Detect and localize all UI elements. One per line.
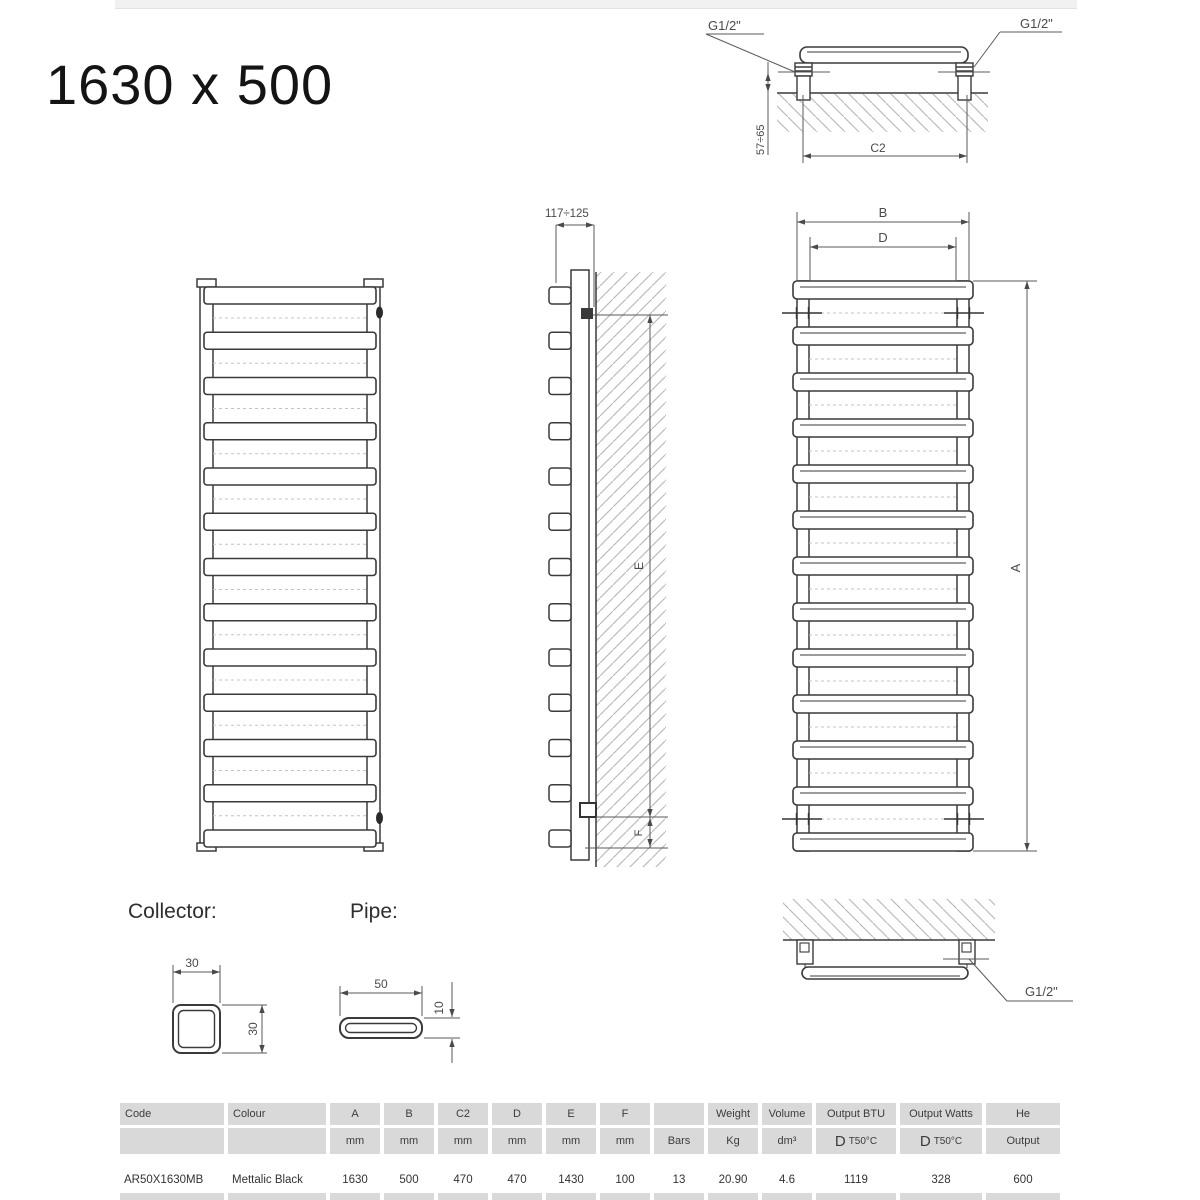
collector-section-label: Collector: — [128, 900, 217, 923]
cell-bars: 13 — [672, 1174, 686, 1186]
col-header-f: F — [600, 1103, 650, 1125]
unit-colour-blank — [228, 1128, 326, 1154]
col-header-e: E — [546, 1103, 596, 1125]
left-conn-leader — [706, 34, 795, 72]
pipe-height-label: 10 — [432, 1001, 446, 1015]
collector-height-label: 30 — [246, 1022, 260, 1036]
unit-c2: mm — [438, 1128, 488, 1154]
cell-he-output: 600 — [1013, 1174, 1033, 1186]
table-header-row-1 — [120, 1103, 1064, 1125]
unit-e: mm — [546, 1128, 596, 1154]
pipe-section-drawing — [330, 960, 480, 1070]
f-dim-label: F — [633, 829, 645, 837]
cell-a: 1630 — [342, 1174, 368, 1186]
air-vent-plug-top — [376, 307, 383, 319]
col-header-output-btu: Output BTU — [816, 1103, 896, 1125]
left-fitting — [797, 940, 813, 964]
wall-hatch — [596, 272, 666, 867]
d-dim-label: D — [878, 230, 888, 245]
radiator-bars — [204, 287, 376, 847]
unit-dm3: dm³ — [762, 1128, 812, 1154]
col-header-c2: C2 — [438, 1103, 488, 1125]
left-fitting — [795, 63, 812, 100]
col-header-b: B — [384, 1103, 434, 1125]
collector-rail-side — [571, 270, 589, 860]
wall-hatch — [783, 899, 995, 940]
col-header-weight: Weight — [708, 1103, 758, 1125]
front-view-plain-drawing — [190, 270, 400, 860]
unit-bars: Bars — [654, 1128, 704, 1154]
conn-right-label: G1/2" — [1020, 16, 1053, 31]
col-header-a: A — [330, 1103, 380, 1125]
c2-dim-label: C2 — [870, 141, 886, 155]
pipe-width-label: 50 — [374, 977, 388, 991]
air-vent-plug-bottom — [376, 812, 383, 824]
table-partial-row — [120, 1193, 1064, 1200]
collector-width-label: 30 — [185, 956, 199, 970]
a-dimension — [973, 281, 1037, 851]
col-header-he: He — [986, 1103, 1060, 1125]
cell-colour: Mettalic Black — [232, 1174, 303, 1186]
cell-output-watts: 328 — [931, 1174, 951, 1186]
col-header-code: Code — [120, 1103, 224, 1125]
unit-code-blank — [120, 1128, 224, 1154]
conn-label: G1/2" — [1025, 984, 1058, 999]
b-dim-label: B — [878, 205, 888, 220]
cell-output-btu: 1119 — [844, 1174, 868, 1186]
bracket-top — [581, 308, 593, 319]
pipe-section-label: Pipe: — [350, 900, 398, 923]
unit-kg: Kg — [708, 1128, 758, 1154]
height-dimension — [424, 982, 460, 1063]
height-dimension — [222, 1005, 267, 1053]
e-dim-label: E — [632, 561, 646, 571]
unit-d: mm — [492, 1128, 542, 1154]
unit-watts-d: D — [919, 1132, 931, 1150]
unit-watts-t: T50°C — [933, 1135, 963, 1147]
col-header-colour: Colour — [228, 1103, 326, 1125]
table-data-row — [120, 1170, 1064, 1190]
bar-ends — [549, 287, 571, 847]
table-header-row-2 — [120, 1128, 1064, 1154]
spec-table — [120, 1103, 1064, 1200]
cell-volume: 4.6 — [779, 1174, 795, 1186]
side-view-drawing — [535, 195, 680, 875]
cell-b: 500 — [399, 1174, 419, 1186]
a-dim-label: A — [1008, 563, 1023, 573]
page-title: 1630 x 500 — [46, 53, 334, 116]
top-collector-bar — [800, 47, 968, 63]
unit-f: mm — [600, 1128, 650, 1154]
collector-profile — [173, 1005, 220, 1053]
cell-code: AR50X1630MB — [124, 1174, 204, 1186]
conn-left-label: G1/2" — [708, 18, 741, 33]
cell-c2: 470 — [453, 1174, 473, 1186]
unit-btu-t: T50°C — [848, 1135, 878, 1147]
table-spacer — [120, 1157, 1064, 1170]
bracket-bottom — [580, 803, 596, 817]
cell-weight: 20.90 — [718, 1174, 748, 1186]
radiator-bars — [793, 281, 973, 851]
col-header-volume: Volume — [762, 1103, 812, 1125]
collector-section-drawing — [120, 930, 300, 1070]
right-conn-leader — [974, 32, 1062, 67]
top-view-drawing — [690, 5, 1090, 170]
unit-a: mm — [330, 1128, 380, 1154]
col-header-d: D — [492, 1103, 542, 1125]
unit-b: mm — [384, 1128, 434, 1154]
cell-f: 100 — [615, 1174, 635, 1186]
unit-btu-t50 — [816, 1128, 896, 1154]
offset-dim-label: 57÷65 — [755, 124, 767, 155]
front-view-dimensioned-drawing — [780, 200, 1070, 870]
right-fitting — [959, 940, 975, 964]
width-dimension — [173, 965, 220, 1003]
pipe-profile — [340, 1018, 422, 1038]
right-fitting — [956, 63, 973, 100]
cell-d: 470 — [507, 1174, 527, 1186]
depth-dim-label: 117÷125 — [545, 208, 589, 220]
col-header-bars-blank — [654, 1103, 704, 1125]
bottom-collector-bar — [802, 964, 968, 979]
unit-he-output: Output — [986, 1128, 1060, 1154]
bottom-view-drawing — [775, 895, 1105, 1010]
col-header-output-watts: Output Watts — [900, 1103, 982, 1125]
cell-e: 1430 — [558, 1174, 584, 1186]
unit-watts-t50 — [900, 1128, 982, 1154]
unit-btu-d: D — [834, 1132, 846, 1150]
